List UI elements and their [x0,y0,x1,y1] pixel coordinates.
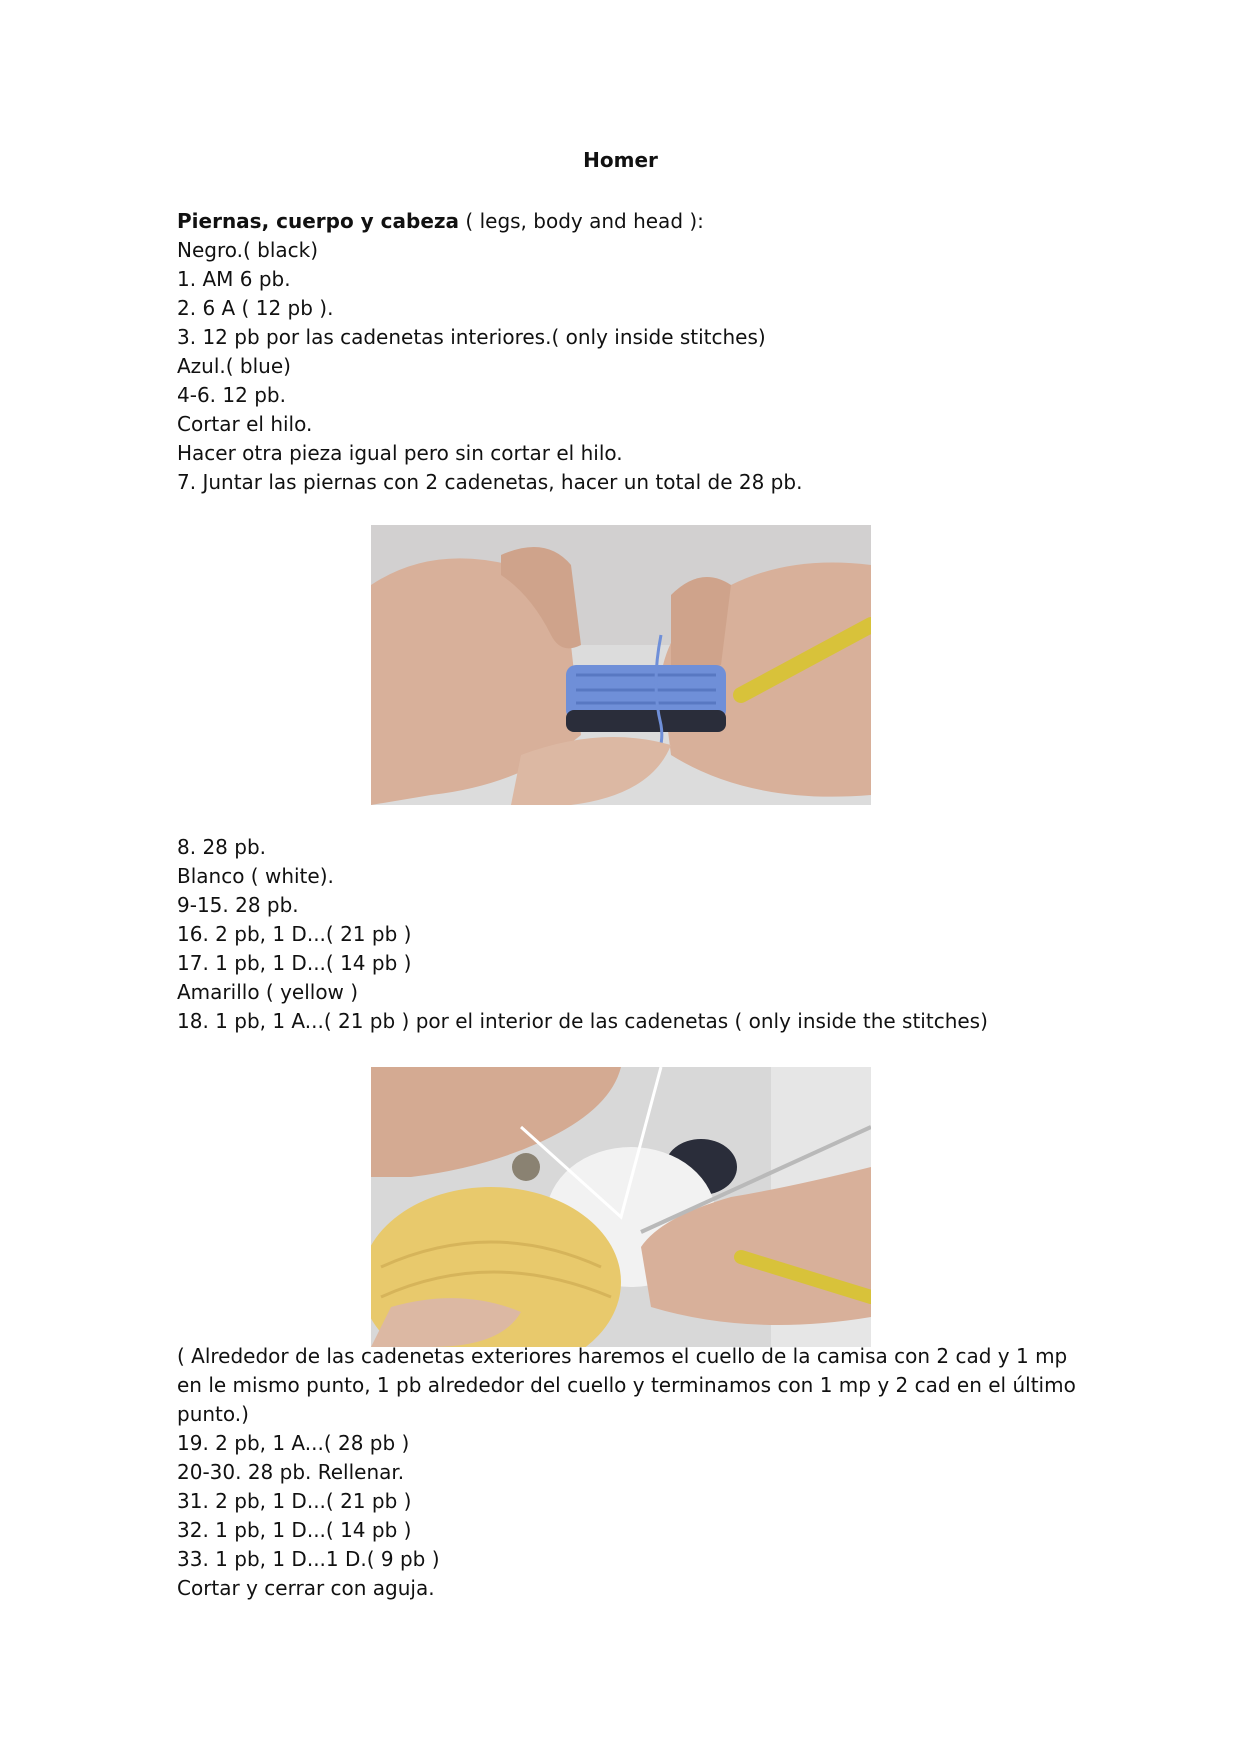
section-legs-body-head [177,207,1077,497]
instruction-line: 4-6. 12 pb. [177,383,286,407]
instruction-line: 16. 2 pb, 1 D...( 21 pb ) [177,922,412,946]
instruction-line: 31. 2 pb, 1 D...( 21 pb ) [177,1489,412,1513]
instruction-line: Amarillo ( yellow ) [177,980,359,1004]
section-heading-bold: Piernas, cuerpo y cabeza [177,209,460,233]
section-body [177,833,1077,1036]
instruction-line: 17. 1 pb, 1 D...( 14 pb ) [177,951,412,975]
instruction-line: Cortar el hilo. [177,412,313,436]
collar-paragraph: ( Alrededor de las cadenetas exteriores haremos el cuello de la camisa con 2 cad y 1 mp en le mismo punto, 1 pb alrededor del cuello y terminamos con 1 mp y 2 cad en el último punto.) [177,1344,1076,1426]
instruction-line: 20-30. 28 pb. Rellenar. [177,1460,405,1484]
section-heading [177,207,1077,236]
instruction-line: Cortar y cerrar con aguja. [177,1576,435,1600]
instruction-line: 2. 6 A ( 12 pb ). [177,296,334,320]
instruction-line: 33. 1 pb, 1 D...1 D.( 9 pb ) [177,1547,440,1571]
instruction-line: 19. 2 pb, 1 A...( 28 pb ) [177,1431,410,1455]
section-heading-rest: ( legs, body and head ): [459,209,704,233]
page-title: Homer [583,148,658,172]
instruction-line: Negro.( black) [177,238,319,262]
instruction-line: 3. 12 pb por las cadenetas interiores.( only inside stitches) [177,325,766,349]
instruction-line: 7. Juntar las piernas con 2 cadenetas, hacer un total de 28 pb. [177,470,803,494]
instruction-line: 18. 1 pb, 1 A...( 21 pb ) por el interior de las cadenetas ( only inside the stitches) [177,1009,988,1033]
section-head [177,1342,1077,1603]
photo-joining-legs [371,525,871,805]
instruction-line: Azul.( blue) [177,354,291,378]
instruction-line: 9-15. 28 pb. [177,893,299,917]
instruction-line: Hacer otra pieza igual pero sin cortar el hilo. [177,441,623,465]
instruction-line: Blanco ( white). [177,864,334,888]
instruction-line: 32. 1 pb, 1 D...( 14 pb ) [177,1518,412,1542]
photo-collar [371,1067,871,1347]
instruction-line: 8. 28 pb. [177,835,266,859]
instruction-line: 1. AM 6 pb. [177,267,291,291]
